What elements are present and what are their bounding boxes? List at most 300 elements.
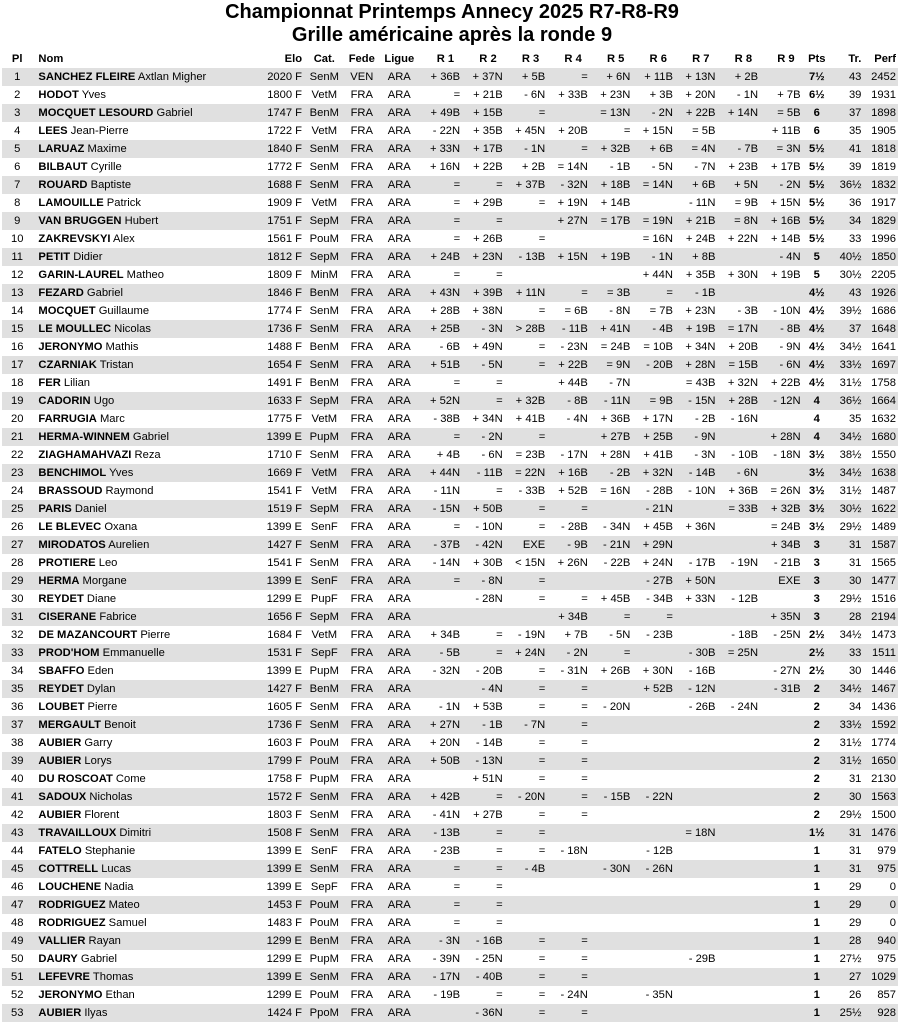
round-6-cell [632,896,675,914]
round-5-cell [590,752,633,770]
round-5-cell [590,806,633,824]
round-6-cell: + 29N [632,536,675,554]
federation-cell: FRA [350,737,373,749]
tiebreak-cell: 36½ [831,176,863,194]
round-8-cell [717,968,760,986]
league-cell: ARA [379,176,420,194]
round-5-cell: + 23N [600,89,631,101]
player-last-name: LAMOUILLE [38,197,104,209]
player-first-name: Dylan [86,683,116,695]
player-last-name: HERMA-WINNEM [38,431,130,443]
round-1-cell: + 20N [429,737,461,749]
performance-cell: 1818 [863,140,898,158]
player-first-name: Mathis [105,341,139,353]
place-cell: 30 [10,593,24,605]
table-row [2,356,898,374]
points-cell: 6 [803,104,831,122]
round-1-cell: = [453,521,461,533]
round-1-cell: + 28B [430,305,461,317]
league-cell: ARA [379,356,420,374]
player-first-name: Leo [98,557,118,569]
player-first-name: Diane [86,593,117,605]
tiebreak-cell: 31 [831,860,863,878]
category-cell: PouM [309,233,339,245]
round-3-cell: - 19N [517,629,546,641]
table-row [2,482,898,500]
name-cell [32,248,245,266]
name-cell [32,338,245,356]
league-cell: ARA [379,572,420,590]
round-3-cell: = [505,356,548,374]
federation-cell: FRA [350,701,373,713]
player-last-name: BENCHIMOL [38,467,107,479]
elo-cell: 1654 F [245,356,304,374]
round-7-cell [675,968,718,986]
player-first-name: Pierre [87,701,118,713]
points-cell: 1 [803,932,831,950]
round-6-cell: = 19N [632,212,675,230]
tiebreak-cell: 33½ [831,356,863,374]
performance-cell: 0 [863,896,898,914]
round-3-cell [505,374,548,392]
round-1-cell: - 41N [432,809,461,821]
header-r3: R 3 [521,53,540,65]
category-cell: BenM [304,680,345,698]
table-row [2,230,898,248]
league-cell: ARA [387,953,411,965]
performance-cell: 1664 [863,392,898,410]
tiebreak-cell: 36 [848,197,862,209]
category-cell: SenM [304,716,345,734]
player-first-name: Morgane [82,575,127,587]
elo-cell: 1758 F [267,773,303,785]
round-1-cell: - 1N [438,701,461,713]
points-cell: 2 [813,737,820,749]
player-first-name: Gabriel [156,107,193,119]
table-row [2,428,898,446]
round-6-cell: - 34B [646,593,673,605]
category-cell: SenM [309,305,339,317]
round-8-cell: = 17N [717,320,760,338]
performance-cell: 2452 [863,68,898,86]
round-7-cell [675,500,718,518]
round-7-cell: + 28N [675,356,718,374]
round-6-cell: - 4B [632,320,675,338]
round-3-cell: - 20N [505,788,548,806]
round-5-cell: - 2B [590,464,633,482]
tiebreak-cell: 33½ [831,716,863,734]
place-cell: 21 [2,428,32,446]
round-9-cell: - 18N [773,449,801,461]
category-cell: VetM [311,413,338,425]
round-8-cell [717,842,760,860]
federation-cell: FRA [350,269,373,281]
round-8-cell [717,572,760,590]
round-9-cell [760,788,803,806]
place-cell: 34 [10,665,24,677]
name-cell [32,986,245,1004]
elo-cell: 1800 F [267,89,303,101]
table-row [2,644,898,662]
round-9-cell [760,932,803,950]
round-1-cell: = [420,572,463,590]
round-4-cell [547,104,590,122]
points-cell: 1 [813,989,820,1001]
category-cell: PupM [304,428,345,446]
round-3-cell: = [538,701,546,713]
round-5-cell [590,914,633,932]
round-8-cell: - 19N [730,557,759,569]
round-1-cell: - 11N [433,485,461,497]
federation-cell: FRA [350,125,373,137]
round-1-cell: + 43N [420,284,463,302]
tiebreak-cell: 29 [848,917,862,929]
round-4-cell: = [547,968,590,986]
league-cell: ARA [379,1004,420,1022]
round-6-cell: + 52B [632,680,675,698]
round-2-cell: - 6N [481,449,503,461]
round-6-cell: = 9B [632,392,675,410]
round-2-cell: + 34N [472,413,503,425]
round-1-cell: = [420,896,463,914]
round-7-cell: + 22B [675,104,718,122]
round-3-cell: - 13B [505,248,548,266]
round-6-cell: + 45B [643,521,673,533]
league-cell: ARA [379,320,420,338]
header-r5: R 5 [606,53,625,65]
round-5-cell: = [590,644,633,662]
round-9-cell: - 9N [779,341,801,353]
place-cell: 12 [10,269,24,281]
round-2-cell: + 50B [462,500,505,518]
round-3-cell: + 2B [521,161,546,173]
round-5-cell: = [590,608,633,626]
name-cell [32,374,245,392]
elo-cell: 1751 F [245,212,304,230]
round-6-cell: - 22N [632,788,675,806]
federation-cell: FRA [345,428,379,446]
player-first-name: Yves [81,89,106,101]
round-8-cell [717,878,760,896]
round-8-cell [717,770,760,788]
tiebreak-cell: 37 [831,320,863,338]
player-last-name: LOUCHENE [38,881,102,893]
name-cell [32,662,245,680]
round-4-cell: = [547,284,590,302]
player-first-name: Tristan [99,359,134,371]
name-cell [32,392,245,410]
league-cell: ARA [379,932,420,950]
round-3-cell [505,896,548,914]
elo-cell: 1488 F [267,341,303,353]
elo-cell: 1299 E [245,932,304,950]
federation-cell: FRA [350,665,373,677]
place-cell: 19 [2,392,32,410]
performance-cell: 1648 [863,320,898,338]
name-cell [32,734,245,752]
player-last-name: VALLIER [38,935,86,947]
round-9-cell: + 19B [771,269,801,281]
round-3-cell: + 41B [515,413,546,425]
round-2-cell: - 28N [475,593,503,605]
round-5-cell [590,770,633,788]
round-4-cell: = [547,788,590,806]
player-last-name: BRASSOUD [38,485,103,497]
federation-cell: FRA [350,485,373,497]
category-cell: PupM [309,665,339,677]
table-row [2,842,898,860]
tiebreak-cell: 29½ [839,521,862,533]
round-1-cell: + 16N [429,161,461,173]
performance-cell: 1898 [863,104,898,122]
tiebreak-cell: 29½ [839,809,862,821]
table-row [2,896,898,914]
table-row [2,104,898,122]
points-cell: 3 [803,536,831,554]
round-5-cell [590,572,633,590]
elo-cell: 1840 F [245,140,304,158]
round-6-cell [632,374,675,392]
performance-cell: 0 [889,881,896,893]
round-7-cell: + 35B [685,269,716,281]
round-2-cell: - 14B [475,737,503,749]
tiebreak-cell: 30 [831,788,863,806]
round-6-cell: - 20B [632,356,675,374]
round-1-cell: + 42B [420,788,463,806]
player-last-name: ROUARD [38,179,88,191]
tiebreak-cell: 29 [831,896,863,914]
round-8-cell: - 18B [731,629,759,641]
league-cell: ARA [379,608,420,626]
round-5-cell [590,842,633,860]
round-2-cell: = [496,485,503,497]
table-row [2,248,898,266]
tiebreak-cell: 27½ [839,953,862,965]
performance-cell: 1850 [863,248,898,266]
points-cell: 4½ [803,356,831,374]
round-8-cell [717,428,760,446]
round-4-cell: + 34B [547,608,590,626]
round-7-cell: - 2B [694,413,716,425]
federation-cell: VEN [345,68,379,86]
header-r1: R 1 [436,53,455,65]
federation-cell: FRA [345,824,379,842]
round-3-cell: - 4B [505,860,548,878]
place-cell: 1 [2,68,32,86]
round-4-cell: + 27N [547,212,590,230]
place-cell: 23 [2,464,32,482]
category-cell: SenM [304,968,345,986]
category-cell: MinM [310,269,338,281]
header-ligue: Ligue [384,53,415,65]
points-cell: 2 [803,716,831,734]
round-4-cell [547,896,590,914]
league-cell: ARA [387,593,411,605]
tiebreak-cell: 30 [831,572,863,590]
name-cell [32,572,245,590]
elo-cell: 1812 F [245,248,304,266]
round-8-cell: + 36B [728,485,759,497]
round-7-cell [675,752,718,770]
tiebreak-cell: 29½ [839,593,862,605]
round-3-cell: - 1N [505,140,548,158]
table-row [2,986,898,1004]
category-cell: PupM [309,953,339,965]
round-1-cell: - 15N [420,500,463,518]
round-6-cell [632,914,675,932]
category-cell: PupF [310,593,338,605]
round-6-cell [632,698,675,716]
round-9-cell: = 26N [770,485,801,497]
round-7-cell [675,608,718,626]
category-cell: BenM [309,377,339,389]
place-cell: 49 [2,932,32,950]
round-1-cell: = [420,428,463,446]
player-last-name: PARIS [38,503,72,515]
elo-cell: 1424 F [245,1004,304,1022]
tiebreak-cell: 43 [831,284,863,302]
player-last-name: MIRODATOS [38,539,106,551]
federation-cell: FRA [345,248,379,266]
elo-cell: 1531 F [245,644,304,662]
header-r4: R 4 [564,53,582,65]
elo-cell: 1508 F [245,824,304,842]
place-cell: 18 [10,377,24,389]
federation-cell: FRA [350,233,373,245]
performance-cell: 940 [863,932,898,950]
round-3-cell: = [538,953,546,965]
round-7-cell: - 1B [675,284,718,302]
table-row [2,860,898,878]
table-row [2,590,898,608]
league-cell: ARA [379,248,420,266]
elo-cell: 1541 F [267,485,303,497]
category-cell: SenM [304,824,345,842]
category-cell: SenM [309,701,339,713]
round-9-cell [760,986,803,1004]
player-first-name: Didier [73,251,103,263]
league-cell: ARA [387,809,411,821]
player-first-name: Rayan [88,935,121,947]
round-4-cell [547,266,590,284]
place-cell: 14 [10,305,24,317]
place-cell: 15 [2,320,32,338]
round-4-cell: + 19N [557,197,588,209]
points-cell: 3½ [803,500,831,518]
round-2-cell: + 38N [472,305,503,317]
round-2-cell: - 2N [462,428,505,446]
round-7-cell: - 11N [688,197,716,209]
round-9-cell: + 7B [777,89,801,101]
player-last-name: RODRIGUEZ [38,917,106,929]
tiebreak-cell: 31 [848,845,862,857]
round-7-cell [675,770,718,788]
points-cell: 4½ [803,320,831,338]
round-3-cell: < 15N [515,557,546,569]
round-1-cell: + 50B [420,752,463,770]
table-row [2,212,898,230]
category-cell: SenF [310,521,338,533]
place-cell: 20 [10,413,24,425]
place-cell: 24 [10,485,24,497]
round-7-cell: + 21B [675,212,718,230]
round-3-cell: = [505,824,548,842]
league-cell: ARA [379,68,420,86]
round-9-cell [760,878,803,896]
round-6-cell: = 16N [642,233,673,245]
round-2-cell: = [462,392,505,410]
category-cell: PouM [309,989,339,1001]
name-cell [32,158,245,176]
performance-cell: 1758 [871,377,896,389]
player-first-name: Marc [99,413,125,425]
round-5-cell: + 45B [600,593,631,605]
round-9-cell [760,752,803,770]
round-7-cell: - 30B [675,644,718,662]
round-6-cell: + 32N [632,464,675,482]
performance-cell: 2205 [871,269,896,281]
place-cell: 51 [2,968,32,986]
round-9-cell [760,698,803,716]
category-cell: PpoM [304,1004,345,1022]
player-last-name: ZIAGHAMAHVAZI [38,449,132,461]
player-last-name: ZAKREVSKYI [38,233,111,245]
round-3-cell: = [538,773,546,785]
round-1-cell: + 44N [420,464,463,482]
round-7-cell [675,986,718,1004]
header-r9: R 9 [777,53,795,65]
player-last-name: BILBAUT [38,161,88,173]
place-cell: 39 [2,752,32,770]
points-cell: 4½ [803,284,831,302]
player-first-name: Ilyas [84,1007,108,1019]
league-cell: ARA [379,968,420,986]
federation-cell: FRA [350,449,373,461]
round-6-cell: - 2N [632,104,675,122]
elo-cell: 2020 F [245,68,304,86]
category-cell: SepM [304,392,345,410]
points-cell: 5½ [809,161,825,173]
federation-cell: FRA [350,809,373,821]
round-7-cell: - 26B [688,701,716,713]
round-7-cell: - 17B [688,557,716,569]
performance-cell: 1686 [871,305,896,317]
round-8-cell [717,914,760,932]
place-cell: 26 [10,521,24,533]
round-5-cell [590,716,633,734]
performance-cell: 1829 [863,212,898,230]
elo-cell: 1399 E [245,428,304,446]
round-9-cell [760,824,803,842]
round-4-cell: + 20B [558,125,588,137]
player-first-name: Emmanuelle [102,647,165,659]
round-2-cell: - 10N [475,521,503,533]
round-9-cell: - 4N [760,248,803,266]
player-last-name: LEFEVRE [38,971,91,983]
name-cell [32,896,245,914]
round-8-cell [717,950,760,968]
league-cell: ARA [387,521,411,533]
player-last-name: SANCHEZ FLEIRE [38,71,136,83]
round-4-cell [547,428,590,446]
round-6-cell: + 41B [643,449,673,461]
round-2-cell: + 22B [473,161,503,173]
round-9-cell: + 34B [760,536,803,554]
round-2-cell: = [496,269,503,281]
league-cell: ARA [387,233,411,245]
round-7-cell: = 18N [675,824,718,842]
tiebreak-cell: 39½ [839,305,862,317]
